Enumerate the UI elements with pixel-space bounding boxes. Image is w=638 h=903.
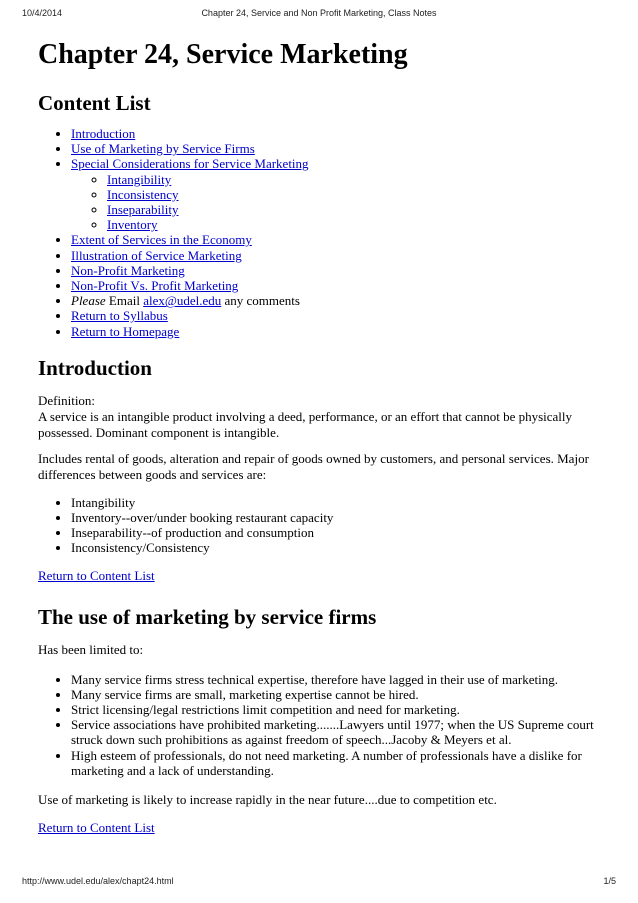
list-item: [71, 248, 608, 263]
list-item: • Service associations have prohibited marketing.......Lawyers until 1977; when the US Supreme court struck down such prohibitions as against freedom of speech...Jacoby & Meyers et al.: [71, 717, 608, 747]
list-item: [71, 156, 608, 232]
limited-intro-text: Has been limited to:: [38, 641, 144, 657]
toc-link-illustration[interactable]: Illustration of Service Marketing: [71, 247, 242, 263]
list-item: [71, 263, 608, 278]
includes-text: Includes rental of goods, alteration and repair of goods owned by customers, and personal services. Major differences between goods and services are:: [38, 450, 589, 482]
print-title: Chapter 24, Service and Non Profit Marketing, Class Notes: [201, 8, 437, 18]
list-item: • Many service firms stress technical expertise, therefore have lagged in their use of marketing.: [71, 672, 608, 687]
list-item: [107, 217, 608, 232]
content-list: [38, 126, 608, 339]
return-to-syllabus-link[interactable]: Return to Syllabus: [71, 308, 168, 324]
content-list-heading: Content List: [38, 91, 151, 115]
use-of-marketing-heading: The use of marketing by service firms: [38, 604, 377, 629]
differences-list: [38, 495, 608, 556]
print-date: 10/4/2014: [22, 8, 63, 18]
definition-label: Definition:: [38, 392, 96, 408]
page-number: 1/5: [603, 876, 616, 886]
list-item: • Inventory--over/under booking restaurant capacity: [71, 510, 608, 525]
toc-link-inconsistency[interactable]: Inconsistency: [107, 186, 179, 202]
list-item: • Many service firms are small, marketing expertise cannot be hired.: [71, 687, 608, 702]
list-item: [107, 187, 608, 202]
list-item: [71, 126, 608, 141]
conclusion-text: Use of marketing is likely to increase rapidly in the near future....due to competition etc.: [38, 792, 497, 808]
list-item: • Strict licensing/legal restrictions limit competition and need for marketing.: [71, 702, 608, 717]
toc-link-special-considerations[interactable]: Special Considerations for Service Marketing: [71, 156, 309, 172]
definition-text: A service is an intangible product involving a deed, performance, or an effort that cannot be physically possessed. Dominant component is intangible.: [38, 408, 573, 440]
limitations-list: [38, 672, 608, 778]
return-to-homepage-link[interactable]: Return to Homepage: [71, 323, 180, 339]
page-title: Chapter 24, Service Marketing: [38, 39, 408, 70]
list-item: • High esteem of professionals, do not need marketing. A number of professionals have a dislike for marketing and a lack of understanding.: [71, 748, 608, 778]
introduction-heading: Introduction: [38, 355, 152, 380]
email-label: Email: [108, 293, 140, 309]
email-link[interactable]: alex@udel.edu: [143, 293, 222, 309]
list-item: [107, 202, 608, 217]
list-item: [71, 232, 608, 247]
return-to-content-list-link[interactable]: Return to Content List: [38, 567, 155, 583]
toc-link-non-profit-marketing[interactable]: Non-Profit Marketing: [71, 262, 185, 278]
toc-link-non-profit-vs-profit[interactable]: Non-Profit Vs. Profit Marketing: [71, 278, 239, 294]
print-url: http://www.udel.edu/alex/chapt24.html: [22, 876, 174, 886]
toc-link-inventory[interactable]: Inventory: [107, 217, 158, 233]
list-item: [71, 308, 608, 323]
list-item: [71, 141, 608, 156]
comments-text: any comments: [224, 293, 300, 309]
please-text: Please: [71, 293, 106, 309]
toc-link-inseparability[interactable]: Inseparability: [107, 202, 179, 218]
print-footer: [0, 876, 638, 890]
toc-link-intangibility[interactable]: Intangibility: [107, 171, 172, 187]
list-item: [71, 324, 608, 339]
list-item: • Intangibility: [71, 495, 608, 510]
return-to-content-list-link[interactable]: Return to Content List: [38, 820, 155, 836]
contact-item: [71, 293, 608, 308]
toc-link-use-of-marketing[interactable]: Use of Marketing by Service Firms: [71, 141, 255, 157]
toc-link-introduction[interactable]: Introduction: [71, 126, 136, 141]
list-item: [107, 172, 608, 187]
print-header: [0, 8, 638, 22]
sub-content-list: [71, 172, 608, 233]
list-item: • Inseparability--of production and consumption: [71, 525, 608, 540]
list-item: • Inconsistency/Consistency: [71, 540, 608, 555]
page-content: [38, 38, 608, 836]
list-item: [71, 278, 608, 293]
toc-link-extent-of-services[interactable]: Extent of Services in the Economy: [71, 232, 252, 248]
